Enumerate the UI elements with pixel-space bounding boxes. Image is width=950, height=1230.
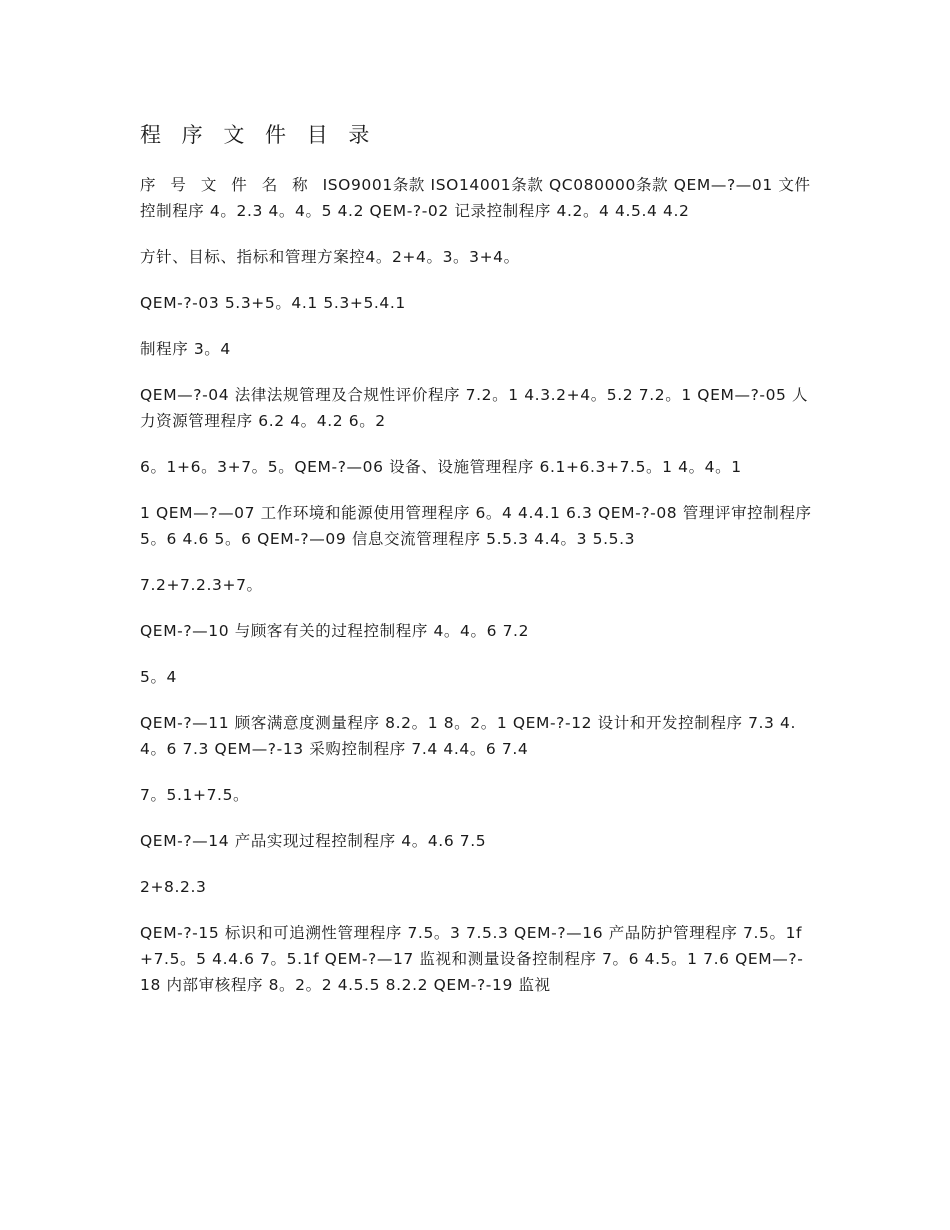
paragraph-1	[140, 172, 812, 224]
paragraph-13: QEM-?—14 产品实现过程控制程序 4。4.6 7.5	[140, 832, 487, 850]
paragraph-10: 5。4	[140, 668, 178, 686]
paragraph-1-text: ISO9001条款 ISO14001条款 QC080000条款 QEM—?—01 文件控制程序 4。2.3 4。4。5 4.2 QEM-?-02 记录控制程序 4.2。4 4.5.4 4.2	[140, 176, 811, 220]
paragraph-7: 1 QEM—?—07 工作环境和能源使用管理程序 6。4 4.4.1 6.3 QEM-?-08 管理评审控制程序 5。6 4.6 5。6 QEM-?—09 信息交流管理程序 5.5.3 4.4。3 5.5.3	[140, 504, 812, 548]
paragraph-5: QEM—?-04 法律法规管理及合规性评价程序 7.2。1 4.3.2+4。5.2 7.2。1 QEM—?-05 人力资源管理程序 6.2 4。4.2 6。2	[140, 386, 809, 430]
paragraph-11: QEM-?—11 顾客满意度测量程序 8.2。1 8。2。1 QEM-?-12 设计和开发控制程序 7.3 4.4。6 7.3 QEM—?-13 采购控制程序 7.4 4.4。6 7.4	[140, 714, 797, 758]
paragraph-15: QEM-?-15 标识和可追溯性管理程序 7.5。3 7.5.3 QEM-?—16 产品防护管理程序 7.5。1f+7.5。5 4.4.6 7。5.1f QEM-?—17 监视和测量设备控制程序 7。6 4.5。1 7.6 QEM—?-18 内部审核程序 8。2。2 4.5.5 8.2.2 QEM-?-19 监视	[140, 924, 804, 994]
paragraph-9: QEM-?—10 与顾客有关的过程控制程序 4。4。6 7.2	[140, 622, 530, 640]
table-header-labels: 序 号 文 件 名 称	[140, 176, 323, 194]
document-page	[140, 118, 812, 1018]
paragraph-8: 7.2+7.2.3+7。	[140, 576, 263, 594]
paragraph-2: 方针、目标、指标和管理方案控4。2+4。3。3+4。	[140, 248, 520, 266]
paragraph-12: 7。5.1+7.5。	[140, 786, 250, 804]
paragraph-4: 制程序 3。4	[140, 340, 231, 358]
paragraph-3: QEM-?-03 5.3+5。4.1 5.3+5.4.1	[140, 294, 406, 312]
paragraph-6: 6。1+6。3+7。5。QEM-?—06 设备、设施管理程序 6.1+6.3+7.5。1 4。4。1	[140, 458, 742, 476]
paragraph-14: 2+8.2.3	[140, 878, 207, 896]
document-title: 程 序 文 件 目 录	[140, 123, 377, 147]
